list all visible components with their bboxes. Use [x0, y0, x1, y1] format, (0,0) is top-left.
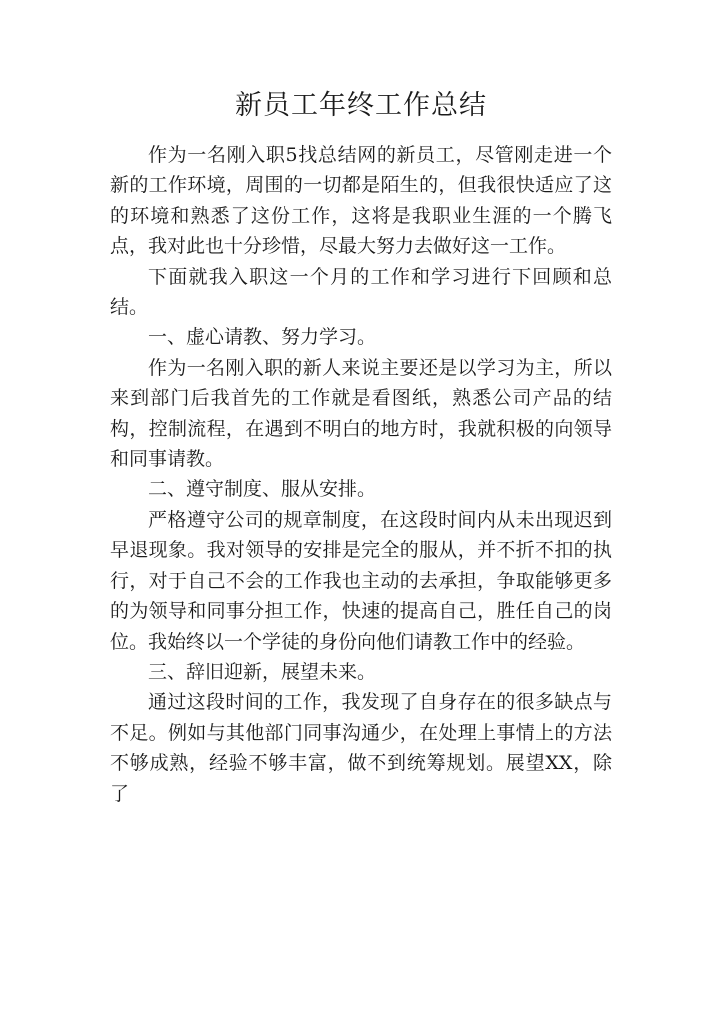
section-heading-1: 一、虚心请教、努力学习。	[148, 326, 377, 349]
document-body	[110, 140, 612, 809]
paragraph-section-1: 作为一名刚入职的新人来说主要还是以学习为主，所以来到部门后我首先的工作就是看图纸，熟悉公司产品的结构，控制流程，在遇到不明白的地方时，我就积极的向领导和同事请教。	[110, 356, 612, 471]
paragraph-section-3: 通过这段时间的工作，我发现了自身存在的很多缺点与不足。例如与其他部门同事沟通少，在处理上事情上的方法不够成熟，经验不够丰富，做不到统筹规划。展望XX，除了	[110, 691, 612, 805]
paragraph-section-2: 严格遵守公司的规章制度，在这段时间内从未出现迟到早退现象。我对领导的安排是完全的服从，并不折不扣的执行，对于自己不会的工作我也主动的去承担，争取能够更多的为领导和同事分担工作，快速的提高自己，胜任自己的岗位。我始终以一个学徒的身份向他们请教工作中的经验。	[110, 508, 612, 653]
document-title: 新员工年终工作总结	[235, 90, 487, 121]
section-heading-2: 二、遵守制度、服从安排。	[148, 478, 377, 501]
paragraph-review-intro: 下面就我入职这一个月的工作和学习进行下回顾和总结。	[110, 265, 612, 319]
paragraph-intro: 作为一名刚入职5找总结网的新员工，尽管刚走进一个新的工作环境，周围的一切都是陌生的，但我很快适应了这的环境和熟悉了这份工作，这将是我职业生涯的一个腾飞点，我对此也十分珍惜，尽最大努力去做好这一工作。	[110, 144, 612, 258]
section-heading-3: 三、辞旧迎新，展望未来。	[148, 660, 377, 683]
